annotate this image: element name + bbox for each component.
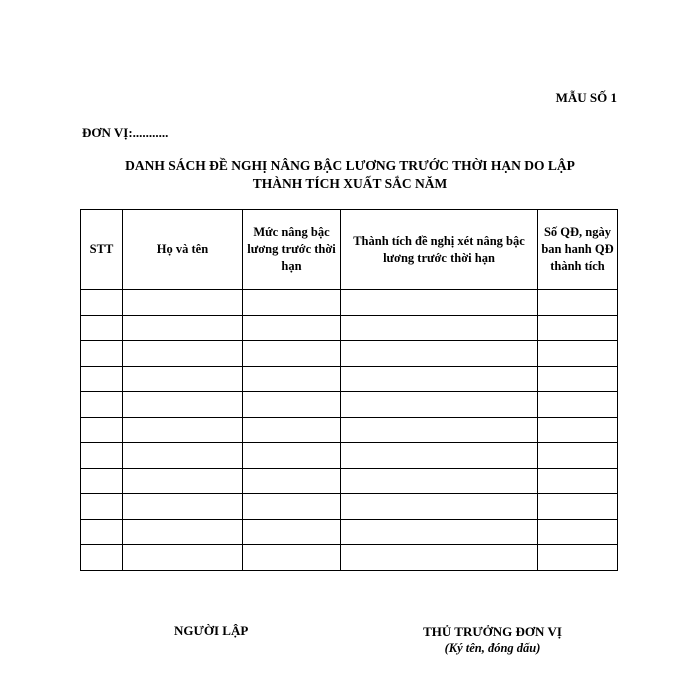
table-cell[interactable] bbox=[341, 545, 538, 571]
table-cell[interactable] bbox=[243, 366, 341, 392]
table-cell[interactable] bbox=[81, 494, 123, 520]
table-cell[interactable] bbox=[123, 545, 243, 571]
table-cell[interactable] bbox=[243, 417, 341, 443]
table-cell[interactable] bbox=[538, 545, 618, 571]
table-cell[interactable] bbox=[123, 519, 243, 545]
table-cell[interactable] bbox=[81, 545, 123, 571]
table-cell[interactable] bbox=[538, 468, 618, 494]
table-cell[interactable] bbox=[341, 392, 538, 418]
table-cell[interactable] bbox=[123, 315, 243, 341]
table-row bbox=[81, 545, 618, 571]
table-cell[interactable] bbox=[123, 290, 243, 316]
table-cell[interactable] bbox=[243, 290, 341, 316]
table-cell[interactable] bbox=[341, 443, 538, 469]
table-cell[interactable] bbox=[538, 519, 618, 545]
head-signature-note: (Ký tên, đóng dấu) bbox=[444, 641, 541, 655]
table-row bbox=[81, 341, 618, 367]
table-cell[interactable] bbox=[81, 443, 123, 469]
table-cell[interactable] bbox=[243, 468, 341, 494]
table-row bbox=[81, 417, 618, 443]
head-signature-label: THỦ TRƯỞNG ĐƠN VỊ bbox=[423, 624, 562, 639]
table-cell[interactable] bbox=[123, 443, 243, 469]
document-title bbox=[70, 157, 630, 193]
table-cell[interactable] bbox=[538, 366, 618, 392]
table-cell[interactable] bbox=[123, 341, 243, 367]
table-cell[interactable] bbox=[81, 290, 123, 316]
title-line-2: THÀNH TÍCH XUẤT SẮC NĂM bbox=[252, 176, 448, 191]
table-cell[interactable] bbox=[538, 290, 618, 316]
table-cell[interactable] bbox=[243, 519, 341, 545]
table-cell[interactable] bbox=[81, 366, 123, 392]
table-cell[interactable] bbox=[123, 417, 243, 443]
table-cell[interactable] bbox=[243, 392, 341, 418]
table-cell[interactable] bbox=[81, 315, 123, 341]
nomination-table bbox=[80, 209, 618, 571]
table-row bbox=[81, 519, 618, 545]
table-cell[interactable] bbox=[341, 494, 538, 520]
table-cell[interactable] bbox=[243, 545, 341, 571]
table-cell[interactable] bbox=[538, 341, 618, 367]
table-cell[interactable] bbox=[81, 468, 123, 494]
table-row bbox=[81, 468, 618, 494]
table-row bbox=[81, 443, 618, 469]
table-cell[interactable] bbox=[341, 519, 538, 545]
table-cell[interactable] bbox=[341, 341, 538, 367]
header-full-name: Họ và tên bbox=[123, 210, 243, 290]
unit-label: ĐƠN VỊ:........... bbox=[82, 125, 169, 140]
table-cell[interactable] bbox=[123, 366, 243, 392]
table-cell[interactable] bbox=[538, 494, 618, 520]
table-cell[interactable] bbox=[341, 468, 538, 494]
preparer-signature-label: NGƯỜI LẬP bbox=[174, 623, 249, 638]
table-cell[interactable] bbox=[341, 290, 538, 316]
table-row bbox=[81, 290, 618, 316]
table-row bbox=[81, 315, 618, 341]
table-row bbox=[81, 392, 618, 418]
title-line-1: DANH SÁCH ĐỀ NGHỊ NÂNG BẬC LƯƠNG TRƯỚC THỜI HẠN DO LẬP bbox=[125, 158, 575, 173]
table-cell[interactable] bbox=[538, 315, 618, 341]
table-row bbox=[81, 366, 618, 392]
table-cell[interactable] bbox=[243, 315, 341, 341]
table-cell[interactable] bbox=[538, 417, 618, 443]
table-cell[interactable] bbox=[538, 443, 618, 469]
table-cell[interactable] bbox=[243, 341, 341, 367]
table-cell[interactable] bbox=[538, 392, 618, 418]
table-body bbox=[81, 290, 618, 571]
header-stt: STT bbox=[81, 210, 123, 290]
form-code: MẪU SỐ 1 bbox=[555, 90, 617, 105]
table-cell[interactable] bbox=[341, 315, 538, 341]
table-row bbox=[81, 494, 618, 520]
table-cell[interactable] bbox=[81, 341, 123, 367]
head-signature-block bbox=[395, 623, 590, 657]
table-cell[interactable] bbox=[81, 519, 123, 545]
header-raise-level: Mức nâng bậc lương trước thời hạn bbox=[243, 210, 341, 290]
table-cell[interactable] bbox=[243, 494, 341, 520]
table-cell[interactable] bbox=[81, 417, 123, 443]
header-decision-number: Số QĐ, ngày ban hanh QĐ thành tích bbox=[538, 210, 618, 290]
table-cell[interactable] bbox=[123, 468, 243, 494]
table-cell[interactable] bbox=[81, 392, 123, 418]
table-cell[interactable] bbox=[243, 443, 341, 469]
table-cell[interactable] bbox=[123, 494, 243, 520]
table-cell[interactable] bbox=[341, 417, 538, 443]
table-header-row bbox=[81, 210, 618, 290]
table-cell[interactable] bbox=[341, 366, 538, 392]
header-achievement: Thành tích đề nghị xét nâng bậc lương trước thời hạn bbox=[341, 210, 538, 290]
table-cell[interactable] bbox=[123, 392, 243, 418]
